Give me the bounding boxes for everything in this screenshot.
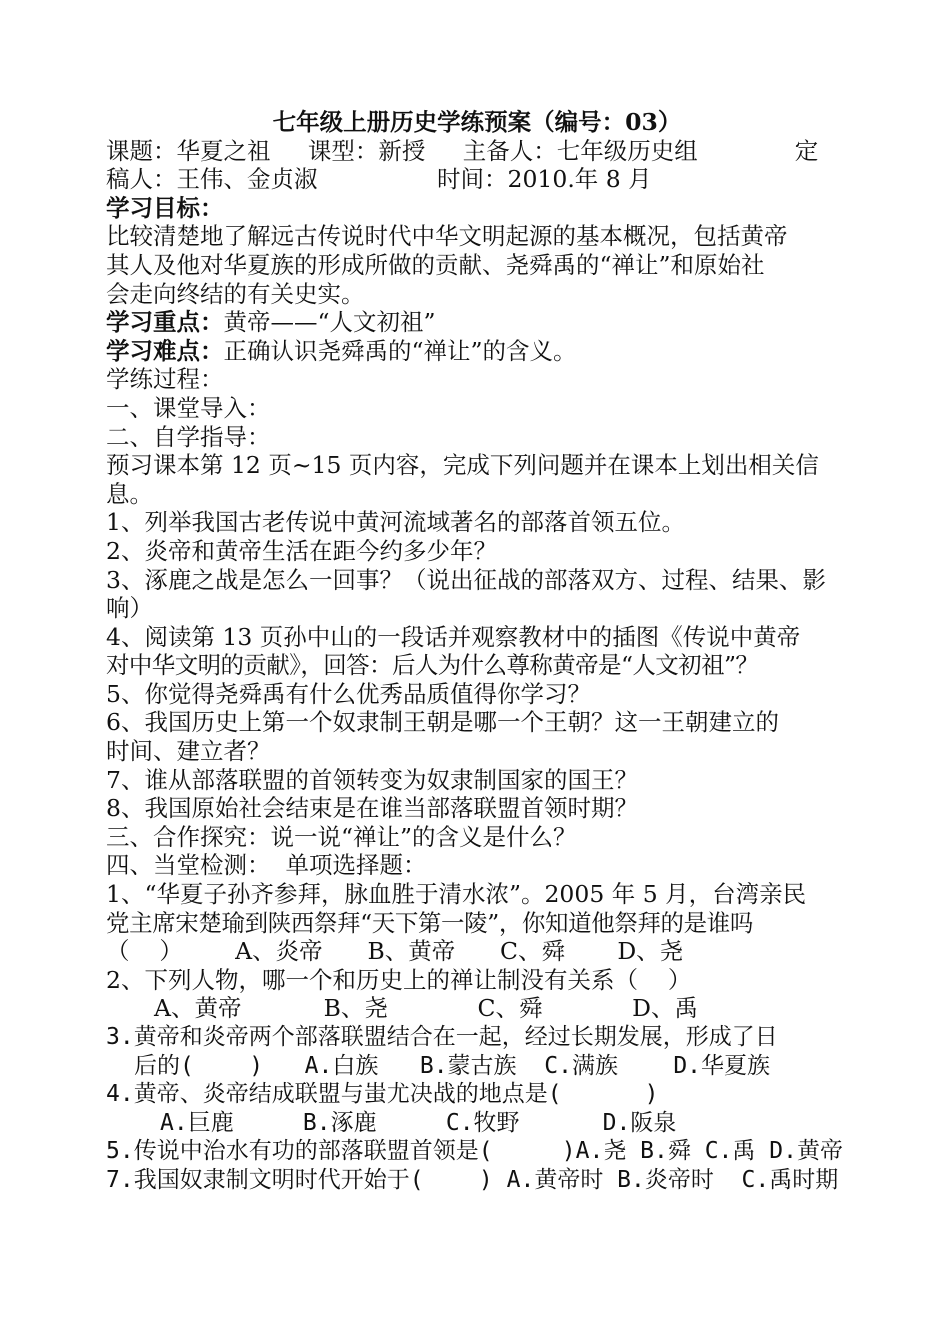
section-heading: 二、自学指导： bbox=[106, 422, 271, 451]
question-line: 响） bbox=[106, 594, 153, 623]
objectives-line: 比较清楚地了解远古传说时代中华文明起源的基本概况，包括黄帝 bbox=[106, 222, 788, 251]
instruction-line: 息。 bbox=[106, 479, 153, 508]
question-line: 8、我国原始社会结束是在谁当部落联盟首领时期？ bbox=[106, 794, 638, 823]
section-heading: 一、课堂导入： bbox=[106, 393, 271, 422]
document-title: 七年级上册历史学练预案（编号：03） bbox=[272, 108, 682, 136]
difficulty-text: 正确认识尧舜禹的“禅让”的含义。 bbox=[223, 336, 577, 365]
question-line: 4、阅读第 13 页孙中山的一段话并观察教材中的插图《传说中黄帝 bbox=[106, 622, 801, 651]
meta-line-2: 稿人：王伟、金贞淑 时间：2010.年 8 月 bbox=[106, 165, 652, 194]
test-question-2: 2、下列人物，哪一个和历史上的禅让制没有关系（ ） bbox=[106, 965, 692, 994]
test-question-4: 4.黄帝、炎帝结成联盟与蚩尤决战的地点是( ) bbox=[106, 1081, 659, 1108]
question-line: 对中华文明的贡献》，回答：后人为什么尊称黄帝是“人文初祖”？ bbox=[106, 651, 759, 680]
question-line: 2、炎帝和黄帝生活在距今约多少年？ bbox=[106, 536, 497, 565]
objectives-heading: 学习目标： bbox=[106, 193, 224, 222]
question-line: 时间、建立者？ bbox=[106, 737, 271, 766]
objectives-line: 会走向终结的有关史实。 bbox=[106, 279, 365, 308]
objectives-line: 其人及他对华夏族的形成所做的贡献、尧舜禹的“禅让”和原始社 bbox=[106, 250, 765, 279]
instruction-line: 预习课本第 12 页~15 页内容，完成下列问题并在课本上划出相关信 bbox=[106, 451, 819, 480]
document-body bbox=[106, 108, 848, 1195]
difficulty bbox=[106, 337, 848, 366]
test-question-3-cont: 后的( ) A.白族 B.蒙古族 C.满族 D.华夏族 bbox=[134, 1052, 771, 1079]
test-question-7: 7.我国奴隶制文明时代开始于( ) A.黄帝时 B.炎帝时 C.禹时期 bbox=[106, 1166, 839, 1193]
question-line: 3、涿鹿之战是怎么一回事？（说出征战的部落双方、过程、结果、影 bbox=[106, 565, 826, 594]
question-line: 7、谁从部落联盟的首领转变为奴隶制国家的国王？ bbox=[106, 765, 638, 794]
question-line: 6、我国历史上第一个奴隶制王朝是哪一个王朝？这一王朝建立的 bbox=[106, 708, 779, 737]
meta-line-1: 课题：华夏之祖 课型：新授 主备人：七年级历史组 定 bbox=[106, 136, 819, 165]
key-point-text: 黄帝——“人文初祖” bbox=[223, 308, 436, 337]
test-question-1-options: （ ） A、炎帝 B、黄帝 C、舜 D、尧 bbox=[106, 937, 684, 966]
test-question-4-options: A.巨鹿 B.涿鹿 C.牧野 D.阪泉 bbox=[160, 1109, 677, 1136]
test-question-1: 1、“华夏子孙齐参拜，脉血胜于清水浓”。2005 年 5 月，台湾亲民 bbox=[106, 880, 807, 909]
test-question-5: 5.传说中治水有功的部落联盟首领是( )A.尧 B.舜 C.禹 D.黄帝 bbox=[106, 1138, 843, 1165]
key-point bbox=[106, 308, 848, 337]
question-line: 1、列举我国古老传说中黄河流域著名的部落首领五位。 bbox=[106, 508, 685, 537]
section-heading: 三、合作探究：说一说“禅让”的含义是什么？ bbox=[106, 822, 577, 851]
test-question-2-options: A、黄帝 B、尧 C、舜 D、禹 bbox=[154, 994, 699, 1023]
test-question-3: 3.黄帝和炎帝两个部落联盟结合在一起，经过长期发展，形成了日 bbox=[106, 1024, 778, 1050]
difficulty-label: 学习难点： bbox=[106, 336, 224, 365]
question-line: 5、你觉得尧舜禹有什么优秀品质值得你学习？ bbox=[106, 679, 591, 708]
process-heading: 学练过程： bbox=[106, 365, 224, 394]
test-question-1-cont: 党主席宋楚瑜到陕西祭拜“天下第一陵”，你知道他祭拜的是谁吗 bbox=[106, 908, 753, 937]
key-point-label: 学习重点： bbox=[106, 308, 224, 337]
section-heading: 四、当堂检测： 单项选择题： bbox=[106, 851, 427, 880]
